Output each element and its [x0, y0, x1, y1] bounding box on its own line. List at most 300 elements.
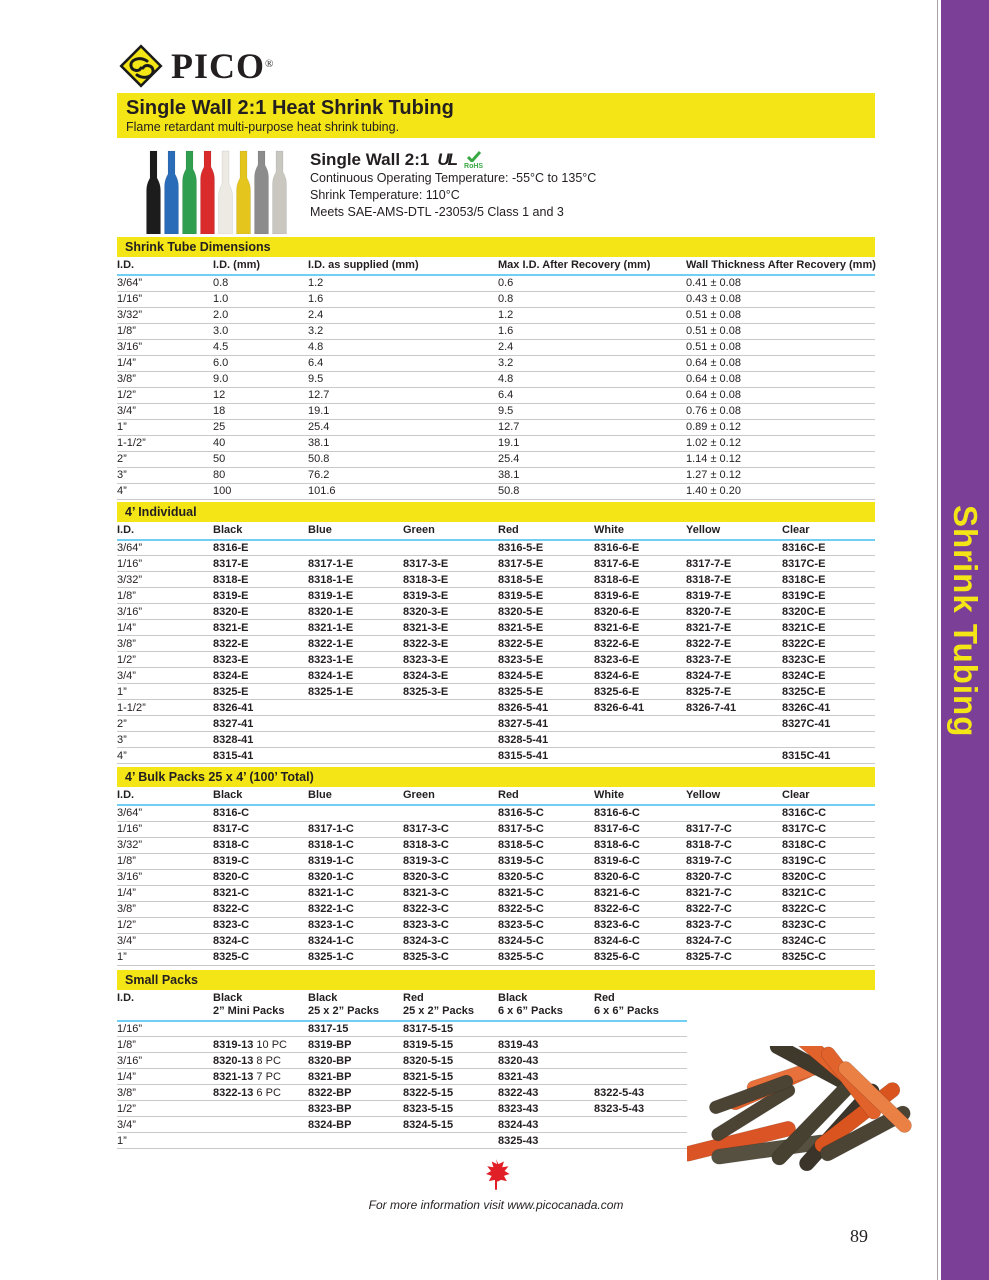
table-cell: 8322-43: [498, 1085, 594, 1101]
table-cell: 3”: [117, 467, 213, 483]
table-cell: 1/16”: [117, 556, 213, 572]
table-cell: [686, 716, 782, 732]
section-title-individual: 4’ Individual: [117, 502, 875, 522]
rohs-badge: [464, 151, 483, 170]
table-cell: 8321-3-C: [403, 885, 498, 901]
table-cell: [594, 1021, 687, 1037]
table-row: [117, 371, 875, 387]
table-cell: 8319C-E: [782, 588, 875, 604]
table-cell: 8323-5-E: [498, 652, 594, 668]
table-cell: [308, 700, 403, 716]
table-cell: 50.8: [498, 483, 686, 499]
table-cell: 8318-E: [213, 572, 308, 588]
table-cell: 8319-C: [213, 853, 308, 869]
page-subtitle: Flame retardant multi-purpose heat shrink tubing.: [126, 120, 400, 134]
table-row: [117, 355, 875, 371]
table-cell: 3/32”: [117, 307, 213, 323]
table-row: [117, 1085, 687, 1101]
table-cell: 8319-43: [498, 1037, 594, 1053]
table-cell: 8317-7-E: [686, 556, 782, 572]
table-cell: 8318-6-C: [594, 837, 686, 853]
table-cell: 8324-7-C: [686, 933, 782, 949]
table-cell: 8326C-41: [782, 700, 875, 716]
column-header: I.D.: [117, 257, 213, 275]
table-cell: 3.2: [308, 323, 498, 339]
rohs-label: RoHS: [464, 162, 484, 170]
table-cell: 3/16”: [117, 339, 213, 355]
spec-operating-temp: Continuous Operating Temperature: -55°C to 135°C: [310, 171, 597, 185]
table-cell: 8319-6-E: [594, 588, 686, 604]
table-cell: 8324-BP: [308, 1117, 403, 1133]
table-row: [117, 821, 875, 837]
column-header: I.D.: [117, 522, 213, 540]
table-cell: 8318-7-E: [686, 572, 782, 588]
table-cell: 8316-C: [213, 805, 308, 821]
table-cell: 8324-E: [213, 668, 308, 684]
column-header: I.D.: [117, 990, 213, 1021]
table-cell: 8323-7-C: [686, 917, 782, 933]
table-cell: 8321-C: [213, 885, 308, 901]
table-cell: 8326-41: [213, 700, 308, 716]
table-cell: 8320-6-C: [594, 869, 686, 885]
table-cell: 40: [213, 435, 308, 451]
table-cell: 2”: [117, 451, 213, 467]
page-content: [117, 0, 875, 1212]
table-cell: 8319-1-E: [308, 588, 403, 604]
table-cell: [686, 805, 782, 821]
table-cell: 1-1/2”: [117, 700, 213, 716]
table-cell: 8319C-C: [782, 853, 875, 869]
table-cell: 6.0: [213, 355, 308, 371]
table-cell: 1/8”: [117, 588, 213, 604]
table-row: [117, 620, 875, 636]
table-cell: [403, 716, 498, 732]
table-cell: 8319-E: [213, 588, 308, 604]
table-cell: 8320-1-E: [308, 604, 403, 620]
table-cell: 3/16”: [117, 1053, 213, 1069]
table-cell: 1/8”: [117, 323, 213, 339]
header-row: [117, 522, 875, 540]
table-cell: 3/64”: [117, 805, 213, 821]
table-cell: 0.64 ± 0.08: [686, 371, 875, 387]
table-cell: 1/8”: [117, 1037, 213, 1053]
table-cell: 8316C-C: [782, 805, 875, 821]
table-cell: 8321-BP: [308, 1069, 403, 1085]
table-cell: 8322-5-15: [403, 1085, 498, 1101]
table-cell: 8327-5-41: [498, 716, 594, 732]
table-cell: [686, 540, 782, 556]
table-cell: [403, 1133, 498, 1149]
table-cell: 1/2”: [117, 387, 213, 403]
table-cell: 8319-5-C: [498, 853, 594, 869]
spec-standard: Meets SAE-AMS-DTL -23053/5 Class 1 and 3: [310, 205, 564, 219]
table-cell: 0.6: [498, 275, 686, 291]
column-header: Red 6 x 6” Packs: [594, 990, 687, 1021]
table-cell: 3/4”: [117, 933, 213, 949]
table-cell: 8322-6-C: [594, 901, 686, 917]
table-cell: [403, 700, 498, 716]
column-header: Red: [498, 787, 594, 805]
title-banner: [117, 93, 875, 138]
column-header: Green: [403, 522, 498, 540]
table-cell: 8317-6-C: [594, 821, 686, 837]
table-cell: 8317-6-E: [594, 556, 686, 572]
table-cell: 0.8: [213, 275, 308, 291]
table-cell: 8322-C: [213, 901, 308, 917]
table-cell: 8322-7-E: [686, 636, 782, 652]
table-cell: 8321-1-C: [308, 885, 403, 901]
table-cell: 8328-5-41: [498, 732, 594, 748]
table-cell: 8321-3-E: [403, 620, 498, 636]
table-row: [117, 949, 875, 965]
table-cell: 1/4”: [117, 1069, 213, 1085]
table-cell: 8325C-C: [782, 949, 875, 965]
table-row: [117, 716, 875, 732]
table-cell: [782, 732, 875, 748]
table-row: [117, 805, 875, 821]
table-row: [117, 307, 875, 323]
table-row: [117, 1101, 687, 1117]
table-cell: 8325-5-C: [498, 949, 594, 965]
table-cell: 8319-6-C: [594, 853, 686, 869]
table-row: [117, 435, 875, 451]
pico-logo: [117, 44, 875, 88]
table-row: [117, 323, 875, 339]
table-cell: 8321-5-C: [498, 885, 594, 901]
table-cell: 8323-5-15: [403, 1101, 498, 1117]
table-cell: 8323-6-C: [594, 917, 686, 933]
table-cell: 8323-5-C: [498, 917, 594, 933]
table-row: [117, 1133, 687, 1149]
table-cell: 8321-6-C: [594, 885, 686, 901]
table-cell: 8320-5-E: [498, 604, 594, 620]
table-cell: [213, 1117, 308, 1133]
table-cell: 8319-1-C: [308, 853, 403, 869]
logo-text: PICO: [171, 46, 265, 86]
table-cell: 8324-6-C: [594, 933, 686, 949]
table-cell: 8317C-E: [782, 556, 875, 572]
table-cell: 3/16”: [117, 869, 213, 885]
column-header: White: [594, 787, 686, 805]
table-cell: [213, 1021, 308, 1037]
table-row: [117, 901, 875, 917]
table-cell: 8317-5-C: [498, 821, 594, 837]
table-cell: 50: [213, 451, 308, 467]
category-sidebar: [941, 0, 989, 1280]
column-header: Clear: [782, 522, 875, 540]
table-cell: 8324-1-C: [308, 933, 403, 949]
table-cell: 3.0: [213, 323, 308, 339]
column-header: Blue: [308, 787, 403, 805]
table-cell: 8318-5-E: [498, 572, 594, 588]
table-cell: 8325-7-E: [686, 684, 782, 700]
table-cell: 8327-41: [213, 716, 308, 732]
table-cell: [498, 1021, 594, 1037]
table-cell: 8319-3-E: [403, 588, 498, 604]
table-cell: 8324C-C: [782, 933, 875, 949]
table-cell: 8324-7-E: [686, 668, 782, 684]
table-cell: [594, 1133, 687, 1149]
table-cell: 8317-E: [213, 556, 308, 572]
table-cell: 8320-7-E: [686, 604, 782, 620]
table-cell: 1”: [117, 684, 213, 700]
table-cell: 8317-5-15: [403, 1021, 498, 1037]
table-cell: 3/4”: [117, 403, 213, 419]
table-cell: 8321-43: [498, 1069, 594, 1085]
table-cell: 3/8”: [117, 371, 213, 387]
table-row: [117, 652, 875, 668]
column-header: Green: [403, 787, 498, 805]
table-cell: 8326-6-41: [594, 700, 686, 716]
table-cell: 1.6: [308, 291, 498, 307]
table-row: [117, 291, 875, 307]
table-cell: 12.7: [308, 387, 498, 403]
table-cell: 80: [213, 467, 308, 483]
table-cell: 25: [213, 419, 308, 435]
column-header: Yellow: [686, 787, 782, 805]
column-header: Yellow: [686, 522, 782, 540]
table-cell: 8319-BP: [308, 1037, 403, 1053]
table-cell: 8324-43: [498, 1117, 594, 1133]
table-cell: 2.4: [498, 339, 686, 355]
table-cell: 8317-15: [308, 1021, 403, 1037]
table-cell: 8325-43: [498, 1133, 594, 1149]
table-cell: 8315-5-41: [498, 748, 594, 764]
table-cell: 25.4: [308, 419, 498, 435]
table-cell: 8318-3-C: [403, 837, 498, 853]
table-cell: [686, 732, 782, 748]
table-cell: 8320-C: [213, 869, 308, 885]
table-cell: 8322-13 6 PC: [213, 1085, 308, 1101]
table-cell: 8318-5-C: [498, 837, 594, 853]
table-cell: 8323-6-E: [594, 652, 686, 668]
table-cell: 8325-5-E: [498, 684, 594, 700]
table-row: [117, 933, 875, 949]
table-cell: [594, 1069, 687, 1085]
table-cell: 8324C-E: [782, 668, 875, 684]
table-cell: 8322-5-C: [498, 901, 594, 917]
page-title: Single Wall 2:1 Heat Shrink Tubing: [126, 97, 454, 119]
table-cell: 8325-1-E: [308, 684, 403, 700]
table-cell: 12.7: [498, 419, 686, 435]
table-row: [117, 684, 875, 700]
table-cell: 19.1: [308, 403, 498, 419]
table-cell: 8319-5-15: [403, 1037, 498, 1053]
table-row: [117, 572, 875, 588]
table-cell: 6.4: [498, 387, 686, 403]
column-header: Black 6 x 6” Packs: [498, 990, 594, 1021]
table-cell: 25.4: [498, 451, 686, 467]
dimensions-table: [117, 257, 875, 500]
table-cell: 3/8”: [117, 636, 213, 652]
column-header: Clear: [782, 787, 875, 805]
table-cell: 0.64 ± 0.08: [686, 355, 875, 371]
spec-shrink-temp: Shrink Temperature: 110°C: [310, 188, 460, 202]
table-row: [117, 451, 875, 467]
section-title-bulk: 4’ Bulk Packs 25 x 4’ (100’ Total): [117, 767, 875, 787]
table-cell: 8320-5-C: [498, 869, 594, 885]
table-cell: 8321-13 7 PC: [213, 1069, 308, 1085]
table-cell: 8324-6-E: [594, 668, 686, 684]
small-packs-table: [117, 990, 687, 1150]
table-cell: 0.8: [498, 291, 686, 307]
table-cell: 3.2: [498, 355, 686, 371]
table-cell: [308, 748, 403, 764]
table-cell: 1/8”: [117, 853, 213, 869]
table-cell: 8320-3-C: [403, 869, 498, 885]
table-cell: 8323C-E: [782, 652, 875, 668]
column-header: Black 2” Mini Packs: [213, 990, 308, 1021]
column-header: Black 25 x 2” Packs: [308, 990, 403, 1021]
table-cell: 1/16”: [117, 291, 213, 307]
table-cell: 3/16”: [117, 604, 213, 620]
table-cell: 8318C-E: [782, 572, 875, 588]
table-cell: 1.40 ± 0.20: [686, 483, 875, 499]
table-cell: 8322-5-43: [594, 1085, 687, 1101]
table-cell: 8328-41: [213, 732, 308, 748]
header-row: [117, 257, 875, 275]
table-cell: 1/4”: [117, 355, 213, 371]
table-cell: 8325-6-E: [594, 684, 686, 700]
table-cell: 8316-6-C: [594, 805, 686, 821]
table-row: [117, 588, 875, 604]
table-cell: 1/4”: [117, 885, 213, 901]
footer-note: For more information visit www.picocanada.com: [368, 1198, 624, 1212]
table-cell: 8326-7-41: [686, 700, 782, 716]
table-cell: 3/64”: [117, 540, 213, 556]
table-cell: 1.2: [498, 307, 686, 323]
table-cell: 8325-1-C: [308, 949, 403, 965]
table-row: [117, 837, 875, 853]
table-cell: 38.1: [308, 435, 498, 451]
table-cell: 12: [213, 387, 308, 403]
table-cell: 8318-6-E: [594, 572, 686, 588]
table-cell: [213, 1101, 308, 1117]
table-cell: 8319-7-C: [686, 853, 782, 869]
table-row: [117, 339, 875, 355]
table-cell: 3/32”: [117, 837, 213, 853]
table-cell: 8321-1-E: [308, 620, 403, 636]
table-cell: 1.27 ± 0.12: [686, 467, 875, 483]
column-header: Black: [213, 787, 308, 805]
table-cell: 8317-5-E: [498, 556, 594, 572]
table-cell: 8315-41: [213, 748, 308, 764]
table-cell: 3”: [117, 732, 213, 748]
table-cell: 4.5: [213, 339, 308, 355]
table-row: [117, 1117, 687, 1133]
product-info: [310, 150, 596, 221]
table-cell: 8323-E: [213, 652, 308, 668]
table-cell: 8322-1-E: [308, 636, 403, 652]
table-row: [117, 467, 875, 483]
table-cell: 8319-3-C: [403, 853, 498, 869]
table-cell: 2.0: [213, 307, 308, 323]
table-cell: [308, 805, 403, 821]
table-row: [117, 748, 875, 764]
table-cell: 8318-3-E: [403, 572, 498, 588]
table-row: [117, 869, 875, 885]
table-cell: 8322C-C: [782, 901, 875, 917]
table-row: [117, 668, 875, 684]
table-cell: [594, 1117, 687, 1133]
column-header: White: [594, 522, 686, 540]
table-cell: 18: [213, 403, 308, 419]
column-header: I.D.: [117, 787, 213, 805]
table-cell: 0.43 ± 0.08: [686, 291, 875, 307]
table-cell: 8324-3-E: [403, 668, 498, 684]
table-cell: 1/4”: [117, 620, 213, 636]
table-cell: [594, 732, 686, 748]
table-cell: 8322-E: [213, 636, 308, 652]
table-row: [117, 885, 875, 901]
table-cell: 8321C-C: [782, 885, 875, 901]
table-row: [117, 1037, 687, 1053]
table-cell: [308, 716, 403, 732]
table-cell: 8325-E: [213, 684, 308, 700]
table-cell: 0.51 ± 0.08: [686, 323, 875, 339]
table-cell: 0.51 ± 0.08: [686, 307, 875, 323]
table-cell: 8316-6-E: [594, 540, 686, 556]
table-cell: [403, 748, 498, 764]
table-cell: 8319-13 10 PC: [213, 1037, 308, 1053]
table-cell: 8322-BP: [308, 1085, 403, 1101]
table-cell: 8317-3-C: [403, 821, 498, 837]
table-cell: 8318C-C: [782, 837, 875, 853]
table-cell: 8324-C: [213, 933, 308, 949]
table-cell: 8321-E: [213, 620, 308, 636]
table-cell: 50.8: [308, 451, 498, 467]
table-cell: 3/64”: [117, 275, 213, 291]
table-cell: 4”: [117, 483, 213, 499]
table-cell: 8323-C: [213, 917, 308, 933]
column-header: Black: [213, 522, 308, 540]
table-cell: [594, 1037, 687, 1053]
table-cell: 8323-7-E: [686, 652, 782, 668]
table-cell: [308, 732, 403, 748]
product-heading: Single Wall 2:1: [310, 150, 430, 169]
table-cell: 0.89 ± 0.12: [686, 419, 875, 435]
table-cell: 8320-7-C: [686, 869, 782, 885]
table-cell: 101.6: [308, 483, 498, 499]
table-cell: 8325-C: [213, 949, 308, 965]
table-cell: 1/2”: [117, 652, 213, 668]
table-cell: 0.64 ± 0.08: [686, 387, 875, 403]
column-header: I.D. (mm): [213, 257, 308, 275]
table-cell: 8325C-E: [782, 684, 875, 700]
table-cell: 1.02 ± 0.12: [686, 435, 875, 451]
table-cell: [594, 748, 686, 764]
table-cell: 76.2: [308, 467, 498, 483]
table-cell: [403, 732, 498, 748]
logo-registered-mark: ®: [265, 58, 274, 70]
column-header: Wall Thickness After Recovery (mm): [686, 257, 875, 275]
table-cell: 3/32”: [117, 572, 213, 588]
sidebar-divider: [937, 0, 938, 1280]
table-cell: 9.5: [498, 403, 686, 419]
table-row: [117, 556, 875, 572]
table-cell: 8319-7-E: [686, 588, 782, 604]
table-cell: 4”: [117, 748, 213, 764]
table-cell: 6.4: [308, 355, 498, 371]
table-cell: 8323-5-43: [594, 1101, 687, 1117]
table-cell: 3/4”: [117, 668, 213, 684]
table-row: [117, 604, 875, 620]
table-cell: 8322-5-E: [498, 636, 594, 652]
rohs-check-icon: [467, 151, 481, 162]
table-cell: 8322-3-E: [403, 636, 498, 652]
table-cell: 8323-1-C: [308, 917, 403, 933]
table-row: [117, 636, 875, 652]
